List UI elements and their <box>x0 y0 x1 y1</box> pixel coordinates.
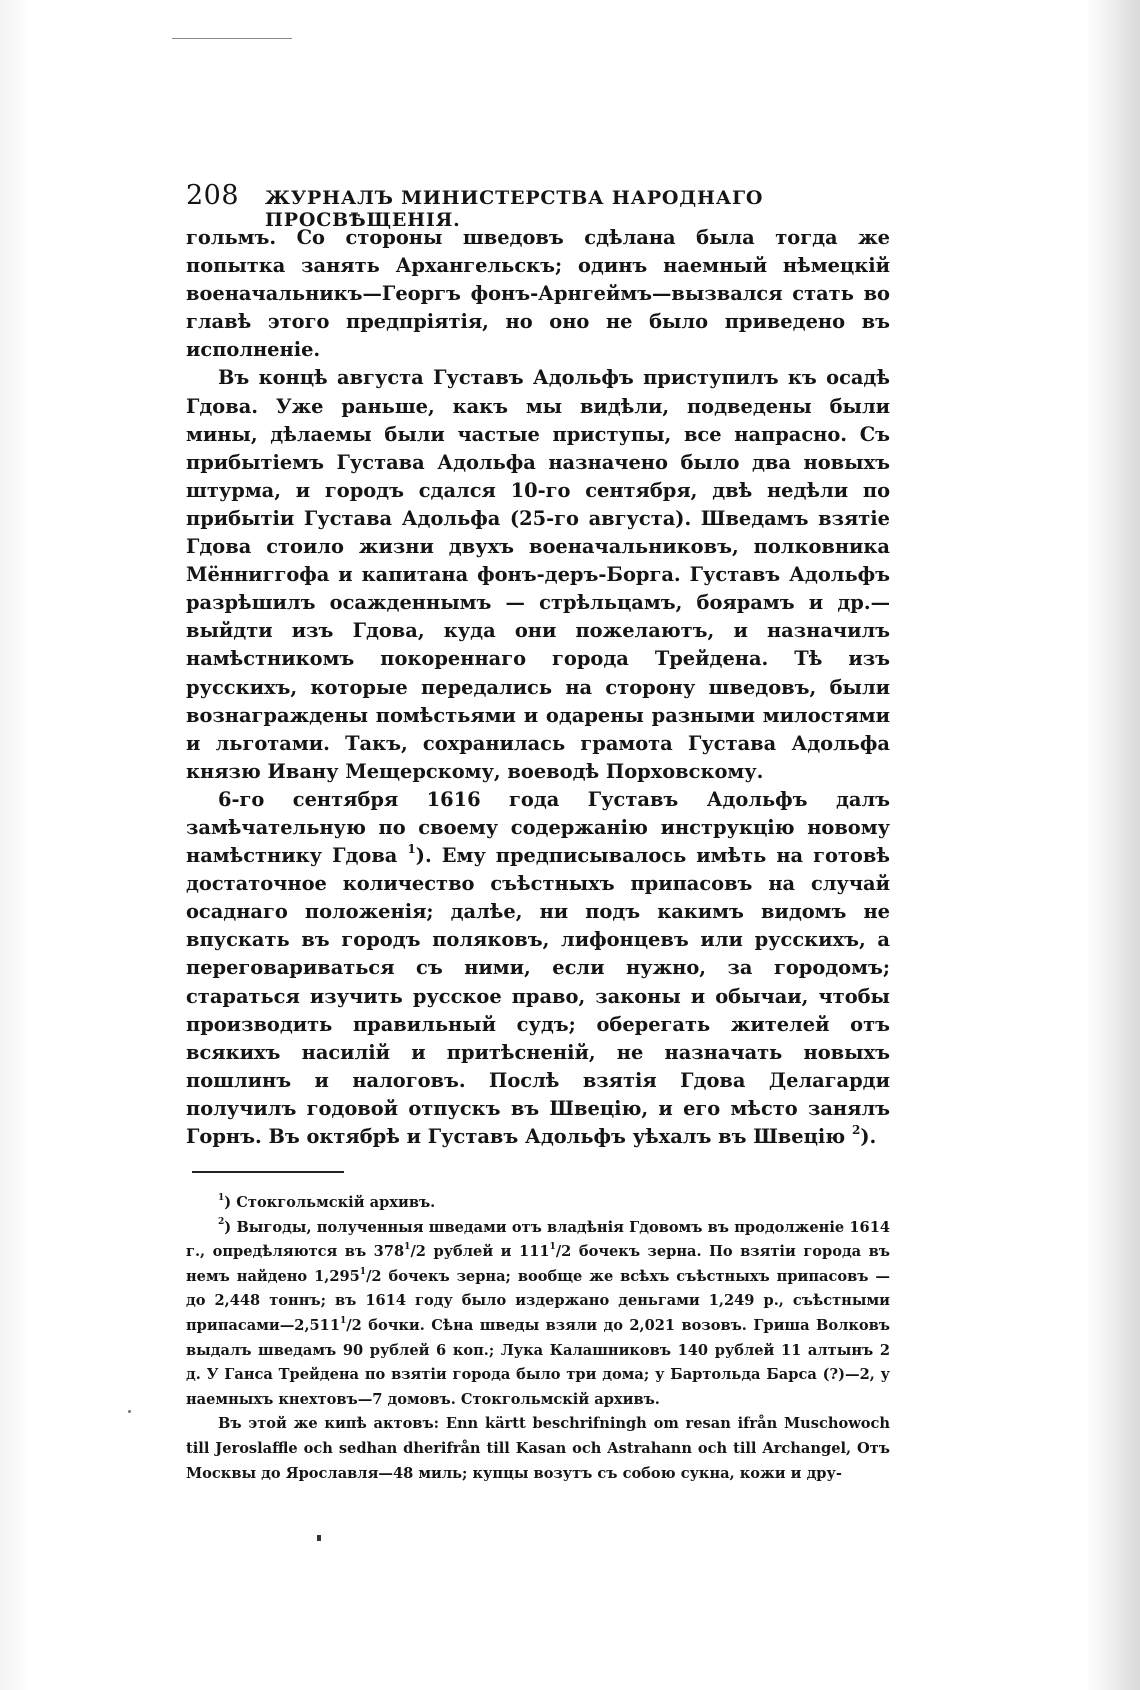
ink-mark <box>317 1535 321 1541</box>
footnote-1-marker: 1 <box>218 1192 225 1203</box>
footnote-1 <box>186 1191 890 1216</box>
paragraph-3-start: 6-го сентября 1616 года Густавъ Адольфъ далъ замѣчательную по своему содержанію инструкцію новому намѣстнику Гдова <box>186 787 890 868</box>
footnote-ref-2-close: ). <box>860 1125 877 1148</box>
paragraph-1: гольмъ. Со стороны шведовъ сдѣлана была тогда же попытка занять Архангельскъ; одинъ наемный нѣмецкій военачальникъ—Георгъ фонъ-Арнгеймъ—вызвался стать во главѣ этого предпріятія, но оно не было приведено въ исполненіе. <box>186 226 890 362</box>
footnote-2 <box>186 1216 890 1413</box>
fraction-numerator: 1 <box>549 1242 556 1253</box>
scan-shadow-left <box>0 0 30 1690</box>
fraction-slash: / <box>410 1243 416 1261</box>
footnote-2-text: бочки. Сѣна шведы взяли до 2,021 возовъ. Гриша Волковъ выдалъ шведамъ 90 рублей 6 коп.; Лука Калашниковъ 140 рублей 11 алтынъ 2 д. У Ганса Трейдена по взятіи города было три дома; у Бартольда Барса (?)—2, у наемныхъ кнехтовъ—7 домовъ. Стокгольмскій архивъ. <box>186 1317 890 1408</box>
footnote-ref-1[interactable]: 1 <box>407 841 416 856</box>
paragraph-3: 6-го сентября 1616 года Густавъ Адольфъ далъ замѣчательную по своему содержанію инструкцію новому намѣстнику Гдова $^1$). Ему предписывалось имѣть на готовѣ достаточное количество съѣстныхъ припасовъ на случай осаднаго положенія; далѣе, ни подъ какимъ видомъ не впускать въ городъ поляковъ, лифонцевъ или русскихъ, а переговариваться съ ними, если нужно, за городомъ; стараться изучить русское право, законы и обычаи, чтобы производить правильный судъ; оберегать жителей отъ всякихъ насилій и притѣсненій, не назначать новыхъ пошлинъ и налоговъ. Послѣ взятія Гдова Делагарди получилъ годовой отпускъ въ Швецію, и его мѣсто занялъ Горнъ. Въ октябрѣ и Густавъ Адольфъ уѣхалъ въ Швецію $^2$). <box>186 787 890 1148</box>
book-page <box>186 180 890 1486</box>
fraction-denominator: 2 <box>415 1243 426 1261</box>
footnote-ref-2[interactable]: 2 <box>851 1122 861 1137</box>
footnote-1-text: ) Стокгольмскій архивъ. <box>224 1194 436 1212</box>
page-number: 208 <box>186 180 240 211</box>
footnote-2-marker: 2 <box>218 1217 225 1228</box>
footnote-divider <box>192 1171 344 1173</box>
footnote-2-text: рублей и 111 <box>425 1243 550 1261</box>
footnote-2-continuation: Въ этой же кипѣ актовъ: Enn kärtt beschrifningh om resan ifrån Muschowoch till Jeroslaffle och sedhan dherifrån till Kasan och Astrahann och till Archangel, Отъ Москвы до Ярославля—48 миль; купцы возутъ съ собою сукна, кожи и дру- <box>186 1415 890 1482</box>
fraction-slash: / <box>555 1243 562 1261</box>
fraction-slash: / <box>366 1267 372 1285</box>
scan-shadow-right <box>1085 0 1140 1690</box>
running-title: ЖУРНАЛЪ МИНИСТЕРСТВА НАРОДНАГО ПРОСВѢЩЕНІЯ. <box>265 187 764 231</box>
scan-speck <box>128 1410 131 1413</box>
paragraph-2: Въ концѣ августа Густавъ Адольфъ приступилъ къ осадѣ Гдова. Уже раньше, какъ мы видѣли, подведены были мины, дѣлаемы были частые приступы, все напрасно. Съ прибытіемъ Густава Адольфа назначено было два новыхъ штурма, и городъ сдался 10-го сентября, двѣ недѣли по прибытіи Густава Адольфа (25-го августа). Шведамъ взятіе Гдова стоило жизни двухъ военачальниковъ, полковника Мённиггофа и капитана фонъ-деръ-Борга. Густавъ Адольфъ разрѣшилъ осажденнымъ — стрѣльцамъ, боярамъ и др.—выйдти изъ Гдова, куда они пожелаютъ, и назначилъ намѣстникомъ покореннаго города Трейдена. Тѣ изъ русскихъ, которые передались на сторону шведовъ, были вознаграждены помѣстьями и одарены разными милостями и льготами. Такъ, сохранилась грамота Густава Адольфа князю Ивану Мещерскому, воеводѣ Порховскому. <box>186 366 890 783</box>
footnote-2-text: ) Выгоды, полученныя шведами отъ владѣнія Гдовомъ въ продолженіе 1614 г., опредѣляются въ 378 <box>186 1218 890 1261</box>
paragraph-3-end: . Ему предписывалось имѣть на готовѣ достаточное количество съѣстныхъ припасовъ на случай осаднаго положенія; далѣе, ни подъ какимъ видомъ не впускать въ городъ поляковъ, лифонцевъ или русскихъ, а переговариваться съ ними, если нужно, за городомъ; стараться изучить русское право, законы и обычаи, чтобы производить правильный судъ; оберегать жителей отъ всякихъ насилій и притѣсненій, не назначать новыхъ пошлинъ и налоговъ. Послѣ взятія Гдова Делагарди получилъ годовой отпускъ въ Швецію, и его мѣсто занялъ Горнъ. Въ октябрѣ и Густавъ Адольфъ уѣхалъ въ Швецію <box>186 844 890 1148</box>
fraction-numerator: 1 <box>404 1242 411 1253</box>
main-text <box>186 224 890 1151</box>
fraction-numerator: 1 <box>359 1266 367 1277</box>
footnotes <box>186 1191 890 1486</box>
fraction-denominator: 2 <box>351 1317 362 1335</box>
scan-artifact-line <box>172 38 292 39</box>
fraction-denominator: 2 <box>561 1243 572 1261</box>
page-header <box>186 180 890 231</box>
fraction-slash: / <box>346 1317 352 1335</box>
footnote-2-text: бочекъ зерна; вообще же всѣхъ съѣстныхъ припасовъ — до 2,448 тоннъ; въ 1614 году было издержано деньгами 1,249 р., съѣстными припасами—2,511 <box>186 1267 890 1335</box>
fraction-numerator: 1 <box>339 1315 347 1326</box>
fraction-denominator: 2 <box>371 1267 382 1285</box>
footnote-2-text: бочекъ зерна. По взятіи города въ немъ найдено 1,295 <box>186 1243 890 1285</box>
